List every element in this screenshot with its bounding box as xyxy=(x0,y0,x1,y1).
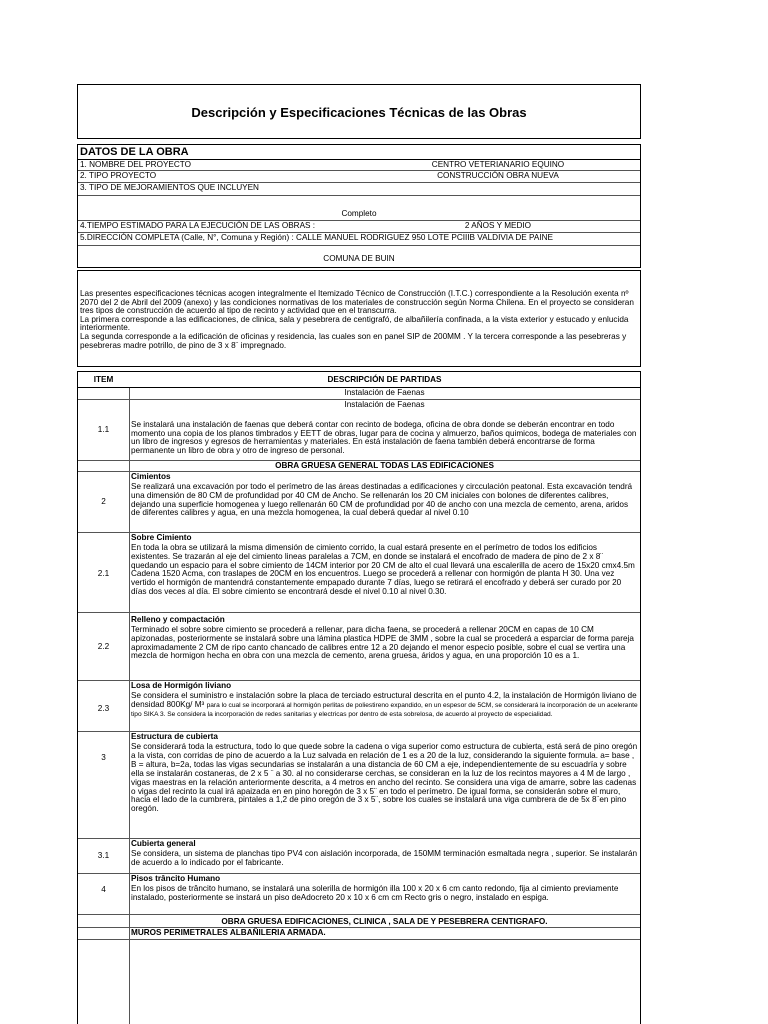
datos-row xyxy=(78,221,640,233)
partidas-table xyxy=(77,371,641,1024)
table-header xyxy=(78,372,640,388)
table-row xyxy=(78,412,640,461)
intro-paragraph xyxy=(77,270,641,367)
item-description-small: para lo cual se incorporará al hormigón perlitas de poliestireno expandido, en un espesor de 5CM, se considerará la incorporación de un acelerante tipo SIKA 3. Se considera la incorporación de redes sanitarias y electricas por dentro de esta sobrelosa, de acuerdo al proyecto de especialidad. xyxy=(131,701,638,718)
datos-value: Completo xyxy=(341,209,377,218)
table-row xyxy=(78,400,640,412)
item-number: 2 xyxy=(101,497,106,506)
datos-header: DATOS DE LA OBRA xyxy=(80,146,189,158)
datos-de-la-obra xyxy=(77,144,641,268)
datos-label: 2. TIPO PROYECTO xyxy=(80,171,157,180)
intro-line: Las presentes especificaciones técnicas acogen integralmente el Itemizado Técnico de Construcción (I.T.C.) correspondiente a la Resolución exenta nº 2070 del 2 de Abril del 2009 (anexo) y las condiciones normativas de los materiales de construcción según Norma Chilena. En el proyecto se consideran tres tipos de construcción de acuerdo al tipo de recinto y actividad que en el transcurra. xyxy=(80,289,634,316)
page-title: Descripción y Especificaciones Técnicas de las Obras xyxy=(191,105,527,120)
item-number: 2.2 xyxy=(97,642,110,651)
item-heading: MUROS PERIMETRALES ALBAÑILERIA ARMADA. xyxy=(131,928,326,937)
item-description: En los pisos de trâncito humano, se instalará una solerilla de hormigón illa 100 x 20 x 6 cm canto redondo, fija al cimiento previamente instalado, posteriormente se instará un piso deAdocreto 20 x 10 x 6 cm cm Recto gris o negro, instalado en espiga. xyxy=(131,884,619,902)
datos-label: 4.TIEMPO ESTIMADO PARA LA EJECUCIÓN DE LAS OBRAS : xyxy=(80,221,316,230)
table-row xyxy=(78,626,640,681)
col-item-header: ITEM xyxy=(93,375,114,384)
datos-value: COMUNA DE BUIN xyxy=(323,254,395,263)
item-description: En toda la obra se utilizará la misma dimensión de cimiento corrido, la cual estará presente en el perímetro de todos los edificios existentes. Se trazarán al eje del cimiento lineas paralelas a 7CM, en donde se instalará el encofrado de madera de pino de 2 x 8¨ quedando un espacio para el sobre cimiento de 14CM interior por 20 CM de alto el cual llevará una escalerilla de acero de 15x20 cmx4.5m Cadena 1520 Acma, con traslapes de 20CM en los encuentros. Luego se procederá a rellenar con hormigón de planta H 30. Una vez vertido el hormigón de mantendrá constantemente empapado durante 7 días, luego se retirará el encofrado y deberá ser curado por 20 días dos veces al día. El sobre cimiento se encontrará desde el nivel 0.10 al nivel 0.30. xyxy=(131,543,635,596)
datos-row xyxy=(78,196,640,221)
datos-value: CENTRO VETERIANARIO EQUINO xyxy=(431,160,565,169)
table-row xyxy=(78,483,640,533)
table-row xyxy=(78,388,640,400)
datos-row xyxy=(78,171,640,183)
datos-row xyxy=(78,160,640,171)
item-heading: Sobre Cimiento xyxy=(131,533,192,542)
item-heading: Cimientos xyxy=(131,472,171,481)
datos-value: CONSTRUCCIÓN OBRA NUEVA xyxy=(437,171,559,180)
item-description: Se instalará una instalación de faenas que deberá contar con recinto de bodega, oficina de obra donde se deberán encontrar en todo momento una copia de los planos timbrados y EETT de obras, lugar para de cocina y almuerzo, baños quimicos, bodega de materiales con un libro de ingresos y egresos de herramientas y materiales. En está instalación de faena también deberá encontrarse de forma permanente un libro de obra y otro de ingreso de personal. xyxy=(131,420,637,455)
item-heading: Losa de Hormigón liviano xyxy=(131,681,232,690)
table-row xyxy=(78,928,640,940)
table-row xyxy=(78,692,640,732)
item-description: Se considera el suministro e instalación sobre la placa de terciado estructural descrita en el punto 4.2, la instalación de Hormigón liviano de densidad 800Kg/ M³ xyxy=(131,691,637,709)
section-title: OBRA GRUESA EDIFICACIONES, CLINICA , SALA DE Y PESEBRERA CENTIGRAFO. xyxy=(221,917,548,926)
item-description: Terminado el sobre sobre cimiento se procederá a rellenar, para dicha faena, se procederá a rellenar 20CM en capas de 10 CM apizonadas, posteriormente se instalará sobre una lámina plastica HDPE de 3MM , sobre la cual se procederá a esparciar de forma pareja aproximadamente 2 CM de ripo canto chancado de calibres entre 12 a 20 dejando el menor especio posible, sobre el cual se vertira una mezcla de hormigon hecha en obra con una mezcla de cemento, arena gruesa, áridos y agua, en una proporción 10 es a 1. xyxy=(131,625,634,661)
intro-line: La primera corresponde a las edificaciones, de clinica, sala y pesebrera de centigrafó, de albañilería confinada, a la vista exterior y estucado y enlucida interiormente. xyxy=(80,314,629,333)
item-heading: Pisos trâncito Humano xyxy=(131,874,221,883)
datos-row xyxy=(78,183,640,196)
section-title: OBRA GRUESA GENERAL TODAS LAS EDIFICACIONES xyxy=(275,461,494,470)
table-row xyxy=(78,885,640,915)
datos-label: 5.DIRECCIÓN COMPLETA (Calle, N°, Comuna y Región) : CALLE MANUEL RODRIGUEZ 950 LOTE PCIIIB VALDIVIA DE PAINE xyxy=(80,233,553,242)
title-box xyxy=(77,84,641,139)
item-description: Se considera, un sistema de planchas tipo PV4 con aislación incorporada, de 150MM terminación esmaltada negra , superior. Se instalarán de acuerdo a lo indicado por el fabricante. xyxy=(131,849,638,867)
section-heading xyxy=(78,461,640,472)
section-heading xyxy=(78,916,640,928)
item-number: 1.1 xyxy=(97,425,110,434)
item-description: Se realizará una excavación por todo el perímetro de las áreas destinadas a edificaciones y circculación peatonal. Esta excavación tendrá una dimensión de 80 CM de profundidad por 40 CM de Ancho. Se rellenarán los 20 CM iniciales con bolones de diferentes calibres, dejando una superficie homogenea y luego rellenarán 60 CM de profundidad por 40 de ancho con una mezcla de cemento, arena, aridos de diferentes calibres y agua, en una mezcla homogenea, la cual deberá quedar al nivel 0.10 xyxy=(131,482,633,518)
col-desc-header: DESCRIPCIÓN DE PARTIDAS xyxy=(327,375,442,384)
item-description: Se considerará toda la estructura, todo lo que quede sobre la cadena o viga superior como estructura de cubierta, está será de pino oregón a la vista, con corridas de pino de acuerdo a la Luz salvada en relación de 1 es a 20 de la luz, considerando la siguiente formula. a= base , B = altura, b=2a, todas las vigas secundarias se instalarán a una distancia de 60 CM a eje, independientemente de su escuadrïa y sobre ella se instalarán costaneras, de 2 x 5 ¨ a 30. al no considerarse cerchas, se consideran en la luz de los recintos mayores a 4 M de largo , vigas maestras en la relación anteriormente descrita, a 4 metros en ancho del recinto. Se considera una viga de amarre, sobre las cadenas o vigas del recinto la cual irá apaizada en en pino horegón de 3 x 5¨ en todo el perímetro. De igual forma, se considerán sobre el muro, hacia el lado de la cumbrera, pintales a 1,2 de pino oregón de 3 x 5¨, sobre los cuales se instalará una viga cumbrera de de 5x 8¨en pino oregón. xyxy=(131,742,638,814)
item-number: 4 xyxy=(101,885,106,894)
datos-value: 2 AÑOS Y MEDIO xyxy=(464,221,532,230)
datos-label: 3. TIPO DE MEJORAMIENTOS QUE INCLUYEN xyxy=(80,183,259,192)
item-number: 2.1 xyxy=(97,569,110,578)
intro-line: La segunda corresponde a la edificación de oficinas y residencia, las cuales son en panel SIP de 200MM . Y la tercera corresponde a las pesebreras y pesebreras madre potrillo, de pino de 3 x 8¨ impregnado. xyxy=(80,331,627,350)
item-heading: Cubierta general xyxy=(131,839,196,848)
subheading: Instalación de Faenas xyxy=(344,388,425,397)
datos-label: 1. NOMBRE DEL PROYECTO xyxy=(80,160,192,169)
item-heading: Relleno y compactación xyxy=(131,615,225,624)
datos-row xyxy=(78,233,640,246)
item-number: 3 xyxy=(101,753,106,762)
item-number: 2.3 xyxy=(97,704,110,713)
subheading: Instalación de Faenas xyxy=(344,400,425,409)
table-row xyxy=(78,743,640,839)
item-number: 3.1 xyxy=(97,851,110,860)
item-heading: Estructura de cubierta xyxy=(131,732,218,741)
table-row xyxy=(78,850,640,874)
table-row xyxy=(78,544,640,613)
